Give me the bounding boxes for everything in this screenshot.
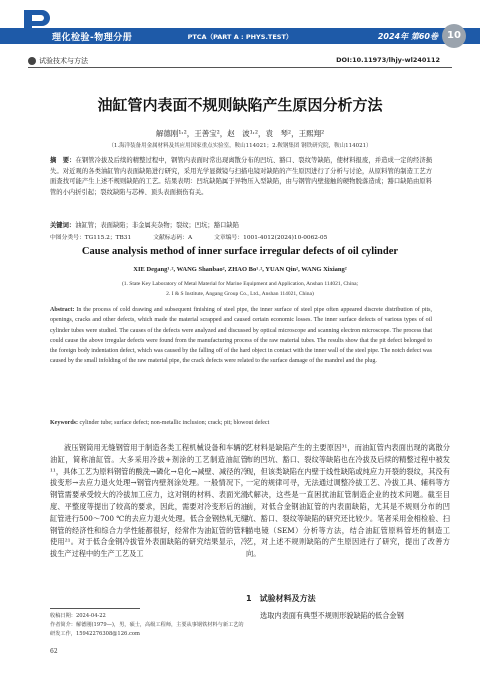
section-tag (28, 56, 88, 66)
doc-code: 文献标志码：A (153, 235, 193, 241)
zh-keywords-label: 关键词： (50, 222, 76, 229)
zh-title: 油缸管内表面不规则缺陷产生原因分析方法 (97, 96, 383, 114)
en-keywords-text: cylinder tube; surface defect; non-metallic inclusion; crack; pit; blowout defect (79, 420, 270, 426)
footnote (50, 612, 248, 639)
en-affiliation-2: 2. I & S Institute, Angang Group Co., Ltd., Anshan 114021, China) (166, 291, 314, 297)
en-keywords (50, 420, 432, 426)
journal-volume: 2024年 第60卷 (377, 32, 438, 41)
footnote-rule (50, 608, 140, 609)
zh-abstract (50, 156, 432, 198)
zh-affiliation: （1.海洋装备用金属材料及其应用国家重点实验室，鞍山114021；2.鞍钢集团 钢铁研究院，鞍山114021） (108, 143, 372, 149)
en-affiliation-1: (1. State Key Laboratory of Metal Material for Marine Equipment and Application, Anshan 114021, China; (121, 281, 359, 287)
section-body: 选取内表面有典型不规则形貌缺陷的低合金钢 (260, 611, 404, 620)
doi: DOI:10.11973/lhjy-wl240112 (336, 56, 440, 64)
journal-en-title: PTCA（PART A : PHYS.TEST） (187, 33, 293, 41)
issue-badge: 10 (442, 24, 466, 48)
zh-abstract-label: 摘 要： (50, 157, 76, 164)
en-title: Cause analysis method of inner surface irregular defects of oil cylinder (81, 246, 399, 257)
zh-authors: 解德刚¹˒²，王善宝²，赵 波¹˒²，袁 琴²，王熙翔² (155, 129, 325, 138)
header-rule (28, 67, 452, 68)
received-date: 收稿日期：2024-04-22 (50, 613, 106, 619)
en-authors: XIE Degang¹˒², WANG Shanbao², ZHAO Bo¹˒², YUAN Qin², WANG Xixiang² (133, 266, 347, 273)
en-abstract (50, 305, 432, 367)
zh-abstract-text: 在钢管冷拔及后续的精整过程中，钢管内表面时常出现离散分布的凹坑、豁口、裂纹等缺陷，使材料报废，并造成一定的经济损失。对近观的各类油缸管内表面缺陷进行研究，采用光学显微镜与扫描电镜对缺陷的产生原因进行了分析与讨论，从原料管的制造工艺方面查找可能产生上述不规则缺陷的工艺。结果表明：凹坑缺陷属于异物压入型缺陷，由与钢管内壁接触的硬物脱落造成；豁口缺陷由原料管的小内折引起；裂纹缺陷与芯棒、顶头表面损伤有关。 (50, 157, 433, 196)
en-keywords-label: Keywords: (50, 420, 78, 426)
body-right-column: 艺材料是缺陷产生的主要原因³¹，而油缸管内表面出现的离散分布的凹坑、豁口、裂纹等缺陷也在冷拔及后续的精整过程中被发现，但该类缺陷在内壁于线性缺陷或纯应力开裂的裂纹，其没有一定的规律可寻，无法通过调整冷拔工艺、冷拔工具、辅料等方式解决，这些是一直困扰油缸管制造企业的技术问题。截至目前，对低合金钢油缸管的内表面缺陷，尤其是不规则分布的凹坑、豁口、裂纹等缺陷的研究还比较少。笔者采用金相检验、扫描电镜（SEM）分析等方法，结合油缸管原料管坯的制造工艺，对上述不规则缺陷的产生原因进行了研究，提出了改善方向。 (246, 443, 450, 559)
section-tag-label: 试验技术与方法 (39, 57, 88, 65)
page-number: 62 (50, 648, 58, 655)
zh-meta (50, 232, 432, 241)
author-info: 作者简介：解德刚(1979—)，男，硕士，高级工程师，主要从事钢铁材料与新工艺的研发工作，15942276308@126.com (50, 622, 244, 637)
article-number: 文章编号：1001-4012(2024)10-0062-05 (214, 235, 328, 241)
zh-keywords-text: 油缸管；表面缺陷；非金属夹杂物；裂纹；凹坑；豁口缺陷 (75, 222, 239, 229)
journal-section: 理化检验-物理分册 (52, 33, 133, 43)
body-left-column: 液压钢筒用无缝钢管用于制造各类工程机械设备和车辆的油缸，简称油缸管。大多采用冷拔+剂涂的工艺制造油缸管¹¹，具体工艺为原料钢管的酸洗→磷化→皂化→减壁、减径的冷拔变形→去应力退火处理→钢管内壁剂涂处理。一般情况下，钢管需要承受较大的冷拔加工应力，这对钢的材料、表面光滑度、平整度等提出了较高的要求，因此，需要对冷变形后的油缸管进行500～700 ℃的去应力退火处理。低合金钢热轧无缝钢管的经济性和综合力学性能都很好，经常作为油缸管的管料使用²¹。对于低合金钢冷拔管外表面缺陷的研究结果显示，冷拔生产过程中的生产工艺及工 (50, 443, 248, 559)
section-dot-icon (28, 57, 36, 65)
en-abstract-text: In the process of cold drawing and subsequent finishing of steel pipe, the inner surface of steel pipe often appeared discrete distribution of pits, openings, cracks and other defects, which made the material scrapped and caused certain economic losses. The inner surface defects of various types of oil cylinder tubes were studied. The causes of the defects were analyzed and discussed by optical microscope and scanning electron microscope. The process that could cause the above irregular defects were found from the manufacturing process of the raw material tubes. The results show that the pit defect belonged to the foreign body indentation defect, which was caused by the falling off of the hard object in contact with the inner wall of the steel pipe. The notch defect was caused by the small infolding of the raw material pipe, the crack defects were related to the surface damage of the mandrel and the plug. (50, 307, 432, 365)
zh-keywords (50, 220, 432, 229)
en-abstract-label: Abstract: (50, 307, 75, 313)
clc-number: 中图分类号：TG115.2；TB31 (50, 235, 132, 241)
section-heading: 1 试验材料及方法 (246, 594, 316, 603)
